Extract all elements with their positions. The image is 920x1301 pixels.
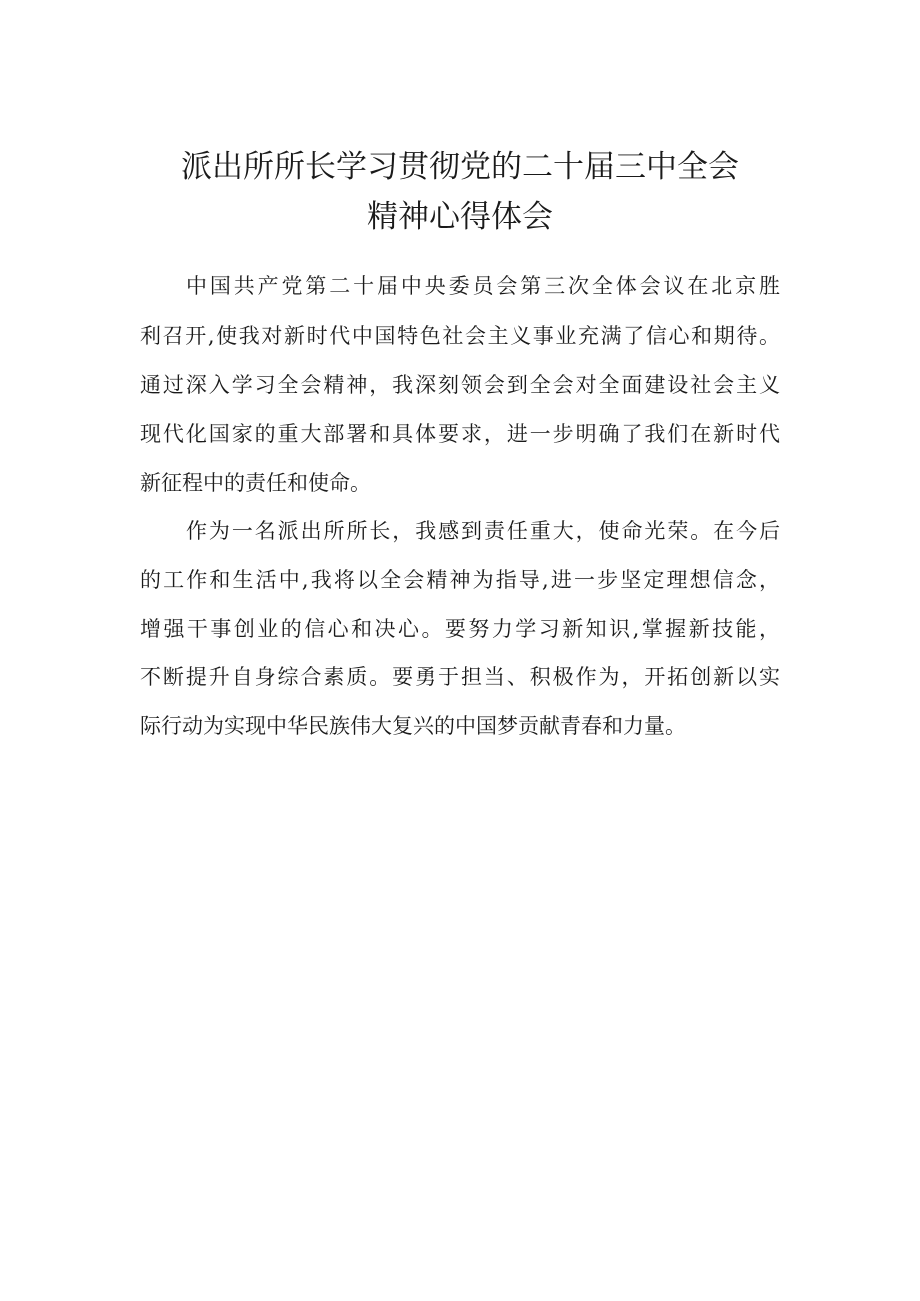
paragraph-2-line-5: 际行动为实现中华民族伟大复兴的中国梦贡献青春和力量。: [140, 714, 686, 738]
paragraph-2-line-2: 的工作和生活中,我将以全会精神为指导,进一步坚定理想信念，: [140, 568, 780, 592]
paragraph-1-line-1: 中国共产党第二十届中央委员会第三次全体会议在北京胜: [186, 274, 780, 298]
paragraph-2-line-3: 增强干事创业的信心和决心。要努力学习新知识,掌握新技能，: [140, 617, 780, 641]
paragraph-1-line-4: 现代化国家的重大部署和具体要求，进一步明确了我们在新时代: [140, 422, 780, 446]
paragraph-1-line-2: 利召开,使我对新时代中国特色社会主义事业充满了信心和期待。: [140, 324, 780, 348]
paragraph-2-line-1: 作为一名派出所所长，我感到责任重大，使命光荣。在今后: [186, 519, 780, 543]
paragraph-1-line-3: 通过深入学习全会精神，我深刻领会到全会对全面建设社会主义: [140, 373, 780, 397]
document-title-line-2: 精神心得体会: [367, 199, 553, 235]
paragraph-1-line-5: 新征程中的责任和使命。: [140, 471, 371, 495]
paragraph-2-line-4: 不断提升自身综合素质。要勇于担当、积极作为，开拓创新以实: [140, 665, 780, 689]
document-title-line-1: 派出所所长学习贯彻党的二十届三中全会: [181, 149, 739, 185]
